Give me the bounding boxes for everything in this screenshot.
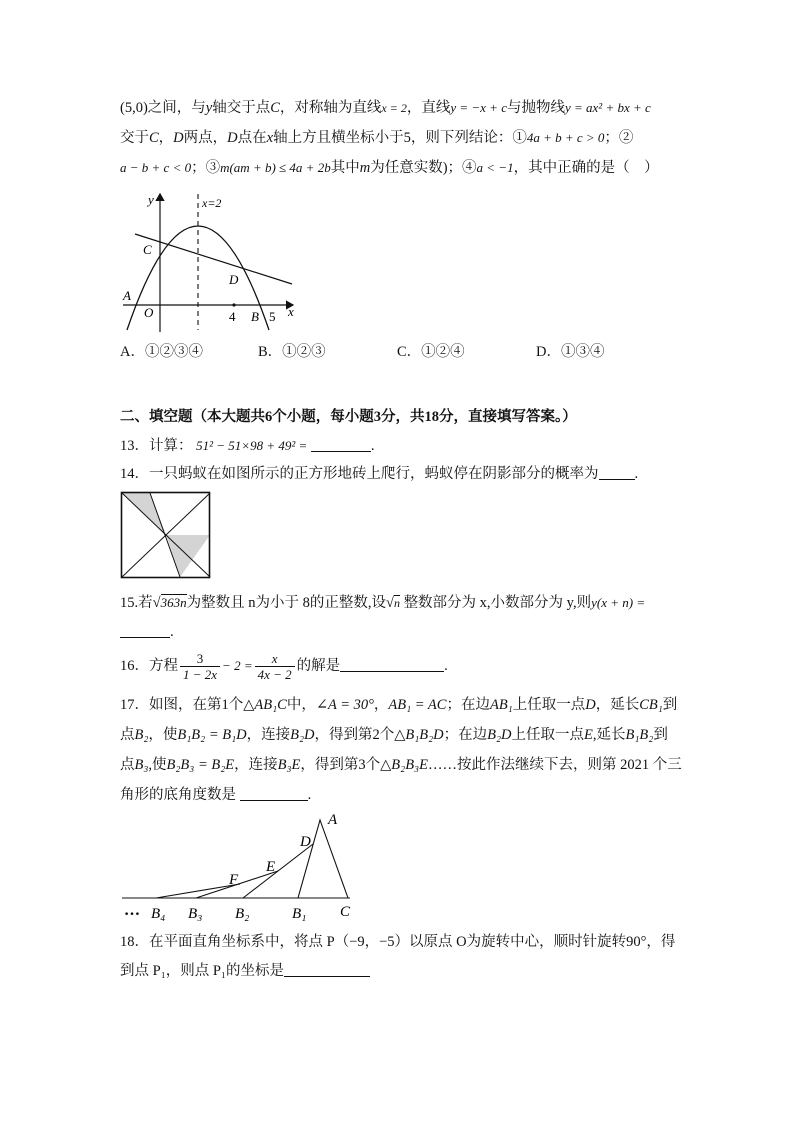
q17-text: ， (373, 697, 389, 713)
q12-math: C (270, 100, 280, 116)
option-c[interactable]: C．①②④ (397, 344, 465, 360)
q15-math: n (393, 596, 400, 610)
q12-math: a − b + c < 0 (120, 160, 192, 175)
q17-text: 上任取一点 (511, 727, 585, 743)
q12-text: 与抛物线 (506, 100, 565, 116)
q14-text: . (634, 466, 639, 482)
q17-text: ，连接 (246, 727, 291, 743)
q15-text: 整数部分为 x,小数部分为 y,则 (403, 595, 592, 611)
triangle-ab1c (298, 820, 348, 898)
q12-math: 4a + b + c > 0 (526, 130, 605, 145)
q17-text: 中， (286, 697, 316, 713)
q12-line-1 (120, 98, 651, 118)
q17-math: CB₁ (639, 697, 663, 713)
q17-text: ，延长 (595, 697, 640, 713)
q12-math: x = 2 (381, 101, 407, 115)
q12-text: ，直线 (406, 100, 451, 116)
q14 (120, 464, 638, 484)
q17-text: . (307, 787, 312, 803)
q12-line-3 (120, 158, 659, 178)
fraction-1 (180, 651, 220, 682)
q17-line-1 (120, 695, 677, 715)
q17-text: 到 (662, 697, 678, 713)
tick-4: 4 (229, 309, 236, 324)
fraction-denominator: 1 − 2x (183, 667, 218, 683)
q12-text: 轴交于点 (212, 100, 271, 116)
q15-text: 为整数且 n为小于 8的正整数,设 (186, 595, 386, 611)
q12-math: C (149, 130, 159, 146)
q17-math: AB₁ (489, 697, 513, 713)
q12-text: 其中 (330, 160, 360, 176)
answer-blank[interactable] (284, 962, 370, 977)
q17-line-4 (120, 785, 311, 805)
q14-square-figure (120, 491, 212, 579)
fraction-denominator: 4x − 2 (257, 667, 292, 683)
label-y: y (148, 192, 154, 207)
q17-math: AB₁ = AC (388, 697, 447, 713)
answer-blank[interactable] (340, 657, 444, 672)
q17-text: 点 (120, 727, 135, 743)
q16 (120, 650, 448, 682)
q17-math: B₃ (134, 757, 149, 773)
label-d: D (229, 272, 239, 287)
q17-text: ；在边 (446, 697, 490, 713)
q14-text: 14．一只蚂蚁在如图所示的正方形地砖上爬行，蚂蚁停在阴影部分的概率为 (120, 466, 599, 482)
q12-text: 点在 (237, 130, 267, 146)
fraction-2 (255, 651, 295, 682)
q12-parabola-graph (115, 188, 305, 338)
q16-text: 16．方程 (120, 658, 178, 674)
section-heading: 二、填空题（本大题共6个小题，每小题3分，共18分，直接填写答案。） (120, 409, 577, 425)
q18-line-2 (120, 961, 370, 981)
q12-math: D (227, 130, 238, 146)
answer-blank[interactable] (311, 437, 371, 452)
q12-text: 轴上方且横坐标小于5，则下列结论：① (273, 130, 527, 146)
q17-text: ，得到第2个 (314, 727, 395, 743)
label-b4: B₄ (151, 906, 166, 922)
q17-text: ……按此作法继续下去，则第 2021 个三 (427, 757, 682, 773)
q12-text: 两点， (183, 130, 228, 146)
q17-text: ，得到第3个 (300, 757, 381, 773)
q12-math: m (359, 160, 371, 176)
label-dots: … (124, 902, 140, 919)
q17-math: B₃E (277, 757, 301, 773)
q17-math: △B₂B₃E (380, 757, 428, 773)
q16-math: − 2 = (222, 658, 253, 673)
option-b[interactable]: B．①②③ (258, 344, 326, 360)
q17-line-2 (120, 725, 668, 745)
q17-math: B₂D (487, 727, 512, 743)
answer-blank[interactable] (240, 786, 308, 801)
label-c: C (340, 904, 351, 920)
q15-math: 363n (160, 595, 187, 610)
label-d: D (300, 834, 311, 850)
q15-math: y(x + n) = (591, 595, 646, 610)
label-x: x (288, 304, 294, 319)
label-o: O (144, 305, 154, 320)
q13-text: 13．计算： (120, 438, 193, 454)
q17-math: B₁B₂ = B₁D (177, 727, 247, 743)
label-axis: x=2 (202, 196, 222, 210)
q12-math: a < −1 (476, 160, 514, 175)
q18-line-1: 18．在平面直角坐标系中，将点 P（−9，−5）以原点 O为旋转中心，顺时针旋转90°，得 (120, 934, 676, 950)
label-b3: B₃ (188, 906, 203, 922)
label-c: C (143, 242, 152, 257)
q13-text: . (370, 438, 375, 454)
option-a[interactable]: A．①②③④ (120, 344, 203, 360)
q12-text: (5,0)之间，与 (120, 100, 206, 116)
q17-text: ,使 (148, 757, 167, 773)
q12-line-2 (120, 128, 633, 148)
q17-math: B₂D (290, 727, 315, 743)
q16-text: 的解是 (296, 658, 341, 674)
q13-math: 51² − 51×98 + 49² = (196, 438, 308, 453)
q17-math: B₂B₃ = B₂E (166, 757, 235, 773)
label-a: A (328, 812, 338, 828)
q17-text: 角形的底角度数是 (120, 787, 236, 803)
option-d[interactable]: D．①③④ (536, 344, 605, 360)
tick-5: 5 (269, 309, 276, 324)
q15-line-2 (120, 622, 174, 642)
q17-math: E (584, 727, 593, 743)
label-b: B (251, 309, 259, 324)
q12-text: 交于 (120, 130, 149, 146)
q12-math: m(am + b) ≤ 4a + 2b (220, 160, 331, 175)
q17-math: B₁B₂ (625, 727, 654, 743)
q17-math: D (585, 697, 596, 713)
q15-text: 15.若 (120, 595, 153, 611)
label-b2: B₂ (235, 906, 250, 922)
q12-math: y = ax² + bx + c (564, 100, 651, 115)
q17-text: ；在边 (443, 727, 488, 743)
q12-math: x (266, 130, 274, 146)
q12-text: 为任意实数)；④ (370, 160, 477, 176)
q12-text: ；③ (191, 160, 221, 176)
segment-b4f (156, 884, 240, 898)
q17-text: ，连接 (234, 757, 278, 773)
q12-math: y = −x + c (450, 100, 507, 115)
label-b1: B₁ (292, 906, 307, 922)
q18-text: 到点 P₁，则点 P₁的坐标是 (120, 963, 284, 979)
q15-line-1 (120, 593, 645, 613)
q17-text: ,延长 (592, 727, 626, 743)
q13 (120, 436, 375, 456)
q12-text: ；② (604, 130, 634, 146)
sqrt-symbol: √ (385, 595, 394, 611)
q17-line-3 (120, 755, 682, 775)
q17-triangles-figure (118, 810, 368, 922)
q16-text: . (444, 658, 448, 674)
answer-blank[interactable] (599, 465, 635, 480)
q17-text: 点 (120, 757, 135, 773)
q12-text: ，对称轴为直线 (279, 100, 382, 116)
q12-text: ，其中正确的是（ ） (513, 160, 659, 176)
answer-blank[interactable] (120, 623, 170, 638)
q17-math: ∠A = 30° (315, 697, 374, 713)
q15-text: . (170, 624, 174, 640)
q12-math: y (205, 100, 213, 116)
label-e: E (266, 859, 276, 875)
q17-math: △AB₁C (243, 697, 287, 713)
label-a: A (123, 288, 131, 303)
fraction-numerator: 3 (180, 651, 220, 667)
q17-math: B₂ (134, 727, 149, 743)
q17-text: 17．如图，在第1个 (120, 697, 244, 713)
q12-text: ， (158, 130, 174, 146)
q17-text: 上任取一点 (512, 697, 586, 713)
label-f: F (229, 872, 239, 888)
q17-text: ，使 (148, 727, 178, 743)
fraction-numerator: x (255, 651, 295, 667)
q17-text: 到 (653, 727, 668, 743)
sqrt-symbol: √ (152, 595, 161, 611)
q17-math: △B₁B₂D (394, 727, 444, 743)
tick-dot-4 (232, 303, 235, 306)
q12-math: D (173, 130, 184, 146)
